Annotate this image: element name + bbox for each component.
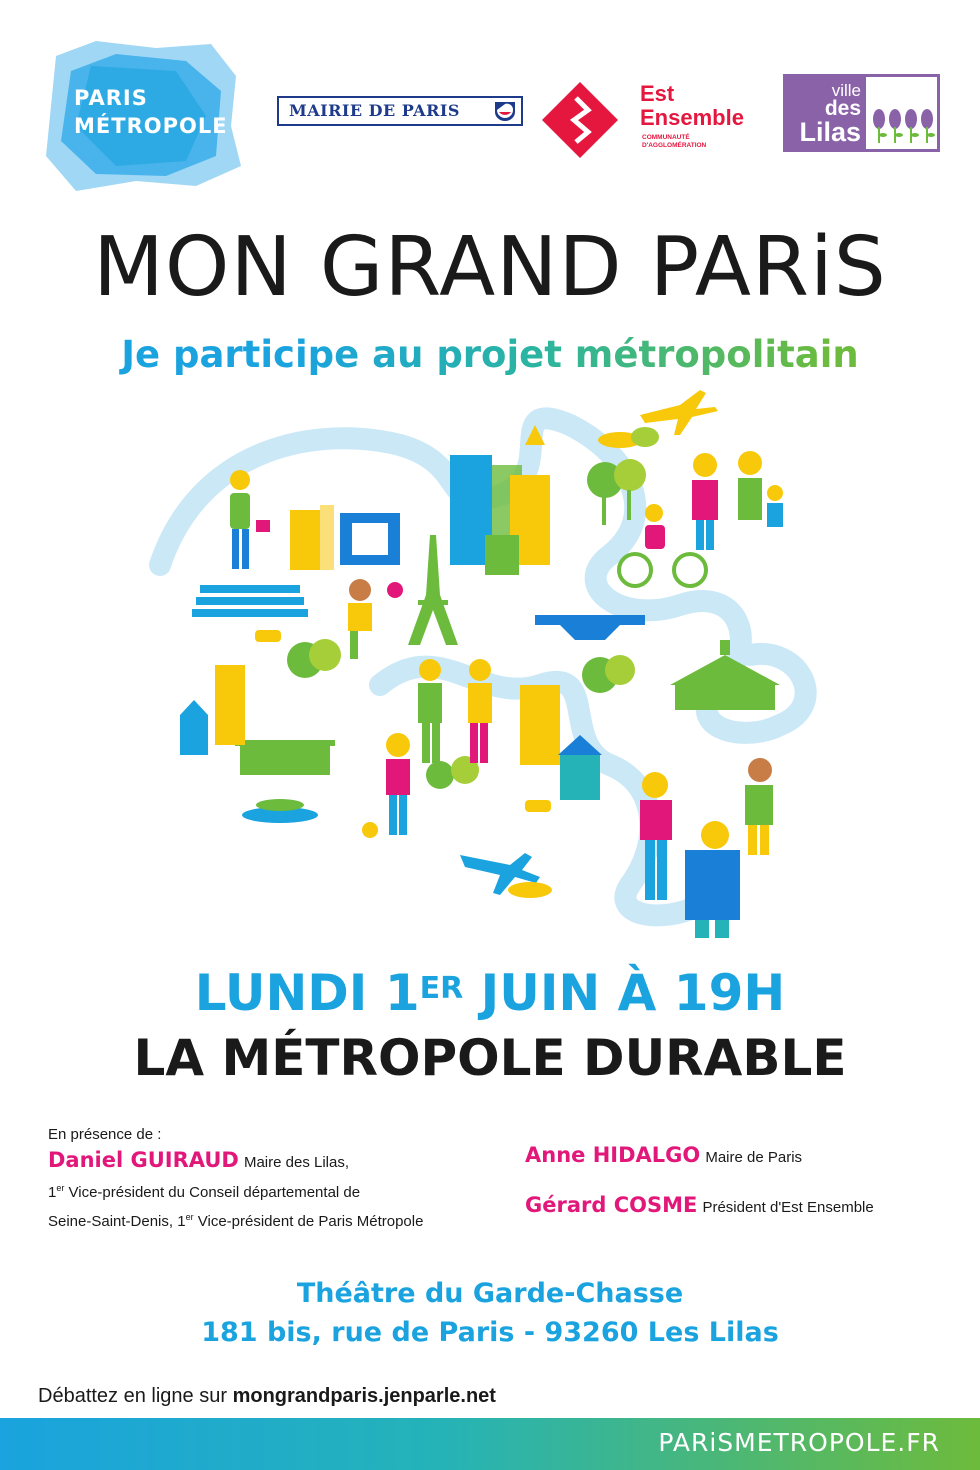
city-illustration xyxy=(140,385,940,945)
venue-name: Théâtre du Garde-Chasse xyxy=(296,1278,684,1309)
guest-role: Président d'Est Ensemble xyxy=(702,1199,874,1216)
online-debate xyxy=(38,1385,496,1408)
guest-ordinal-sup: er xyxy=(56,1183,65,1193)
guest-role: Maire des Lilas, xyxy=(243,1154,350,1171)
girl-with-dog-icon xyxy=(362,733,410,838)
bridge-icon xyxy=(535,615,645,640)
venue-address: 181 bis, rue de Paris - 93260 Les Lilas xyxy=(201,1317,779,1348)
guest-details-line3a: Seine-Saint-Denis, 1 xyxy=(48,1213,186,1230)
guest-hidalgo xyxy=(525,1143,802,1167)
online-url-link[interactable]: mongrandparis.jenparle.net xyxy=(232,1385,496,1407)
child-playing-icon xyxy=(348,579,403,659)
lilas-line2: des xyxy=(824,97,861,120)
paris-metropole-line2: MÉTROPOLE xyxy=(74,114,228,138)
ville-des-lilas-logo xyxy=(783,74,940,152)
mairie-de-paris-text: MAIRIE DE PARIS xyxy=(289,101,460,120)
guest-guiraud-details xyxy=(48,1176,508,1234)
est-ensemble-line1: Est xyxy=(640,81,675,106)
guest-name: Daniel GUIRAUD xyxy=(48,1148,239,1172)
online-prefix: Débattez en ligne sur xyxy=(38,1385,233,1407)
airplane-icon xyxy=(598,390,718,448)
est-ensemble-line3: COMMUNAUTÉ xyxy=(642,134,690,141)
event-date xyxy=(0,962,980,1024)
lilas-line3: Lilas xyxy=(799,117,861,147)
marianne-icon xyxy=(493,100,517,122)
guest-details-line2: Vice-président du Conseil départemental de xyxy=(64,1184,361,1201)
palace-icon xyxy=(235,740,335,823)
event-theme: LA MÉTROPOLE DURABLE xyxy=(133,1029,847,1087)
guest-name: Gérard COSME xyxy=(525,1193,698,1217)
est-ensemble-logo xyxy=(540,80,780,160)
guest-cosme xyxy=(525,1193,874,1217)
subtitle: Je participe au projet métropolitain xyxy=(0,330,980,380)
mairie-de-paris-logo xyxy=(277,96,523,126)
guest-ordinal: 1 xyxy=(48,1184,57,1201)
est-ensemble-line4: D'AGGLOMÉRATION xyxy=(642,142,707,149)
footer-url-link[interactable]: PARiSMETROPOLE.FR xyxy=(658,1428,940,1457)
footer-bar xyxy=(0,1418,980,1470)
guest-details-line3c: Vice-président de Paris Métropole xyxy=(193,1213,424,1230)
main-title: MON GRAND PARiS xyxy=(93,220,887,315)
guest-guiraud xyxy=(48,1148,508,1230)
lilas-line1: ville xyxy=(831,81,861,100)
presence-intro: En présence de : xyxy=(48,1126,162,1143)
guest-role: Maire de Paris xyxy=(705,1149,803,1166)
person-icon xyxy=(230,470,270,569)
family-icon xyxy=(692,451,783,550)
guest-name: Anne HIDALGO xyxy=(525,1143,701,1167)
paris-metropole-logo xyxy=(36,36,246,196)
event-date-sup: ER xyxy=(419,971,464,1006)
lilac-flowers-icon xyxy=(870,107,936,145)
est-ensemble-line2: Ensemble xyxy=(640,105,744,130)
est-ensemble-diamond-icon xyxy=(540,80,640,160)
event-date-suffix: JUIN À 19H xyxy=(463,964,786,1022)
guest-ordinal-sup-2: er xyxy=(185,1212,194,1222)
paris-metropole-line1: PARIS xyxy=(74,86,148,110)
building-icon xyxy=(290,505,400,570)
airplane-bottom-icon xyxy=(460,853,552,898)
stadium-icon xyxy=(192,585,308,617)
event-date-prefix: LUNDI 1 xyxy=(194,964,420,1022)
